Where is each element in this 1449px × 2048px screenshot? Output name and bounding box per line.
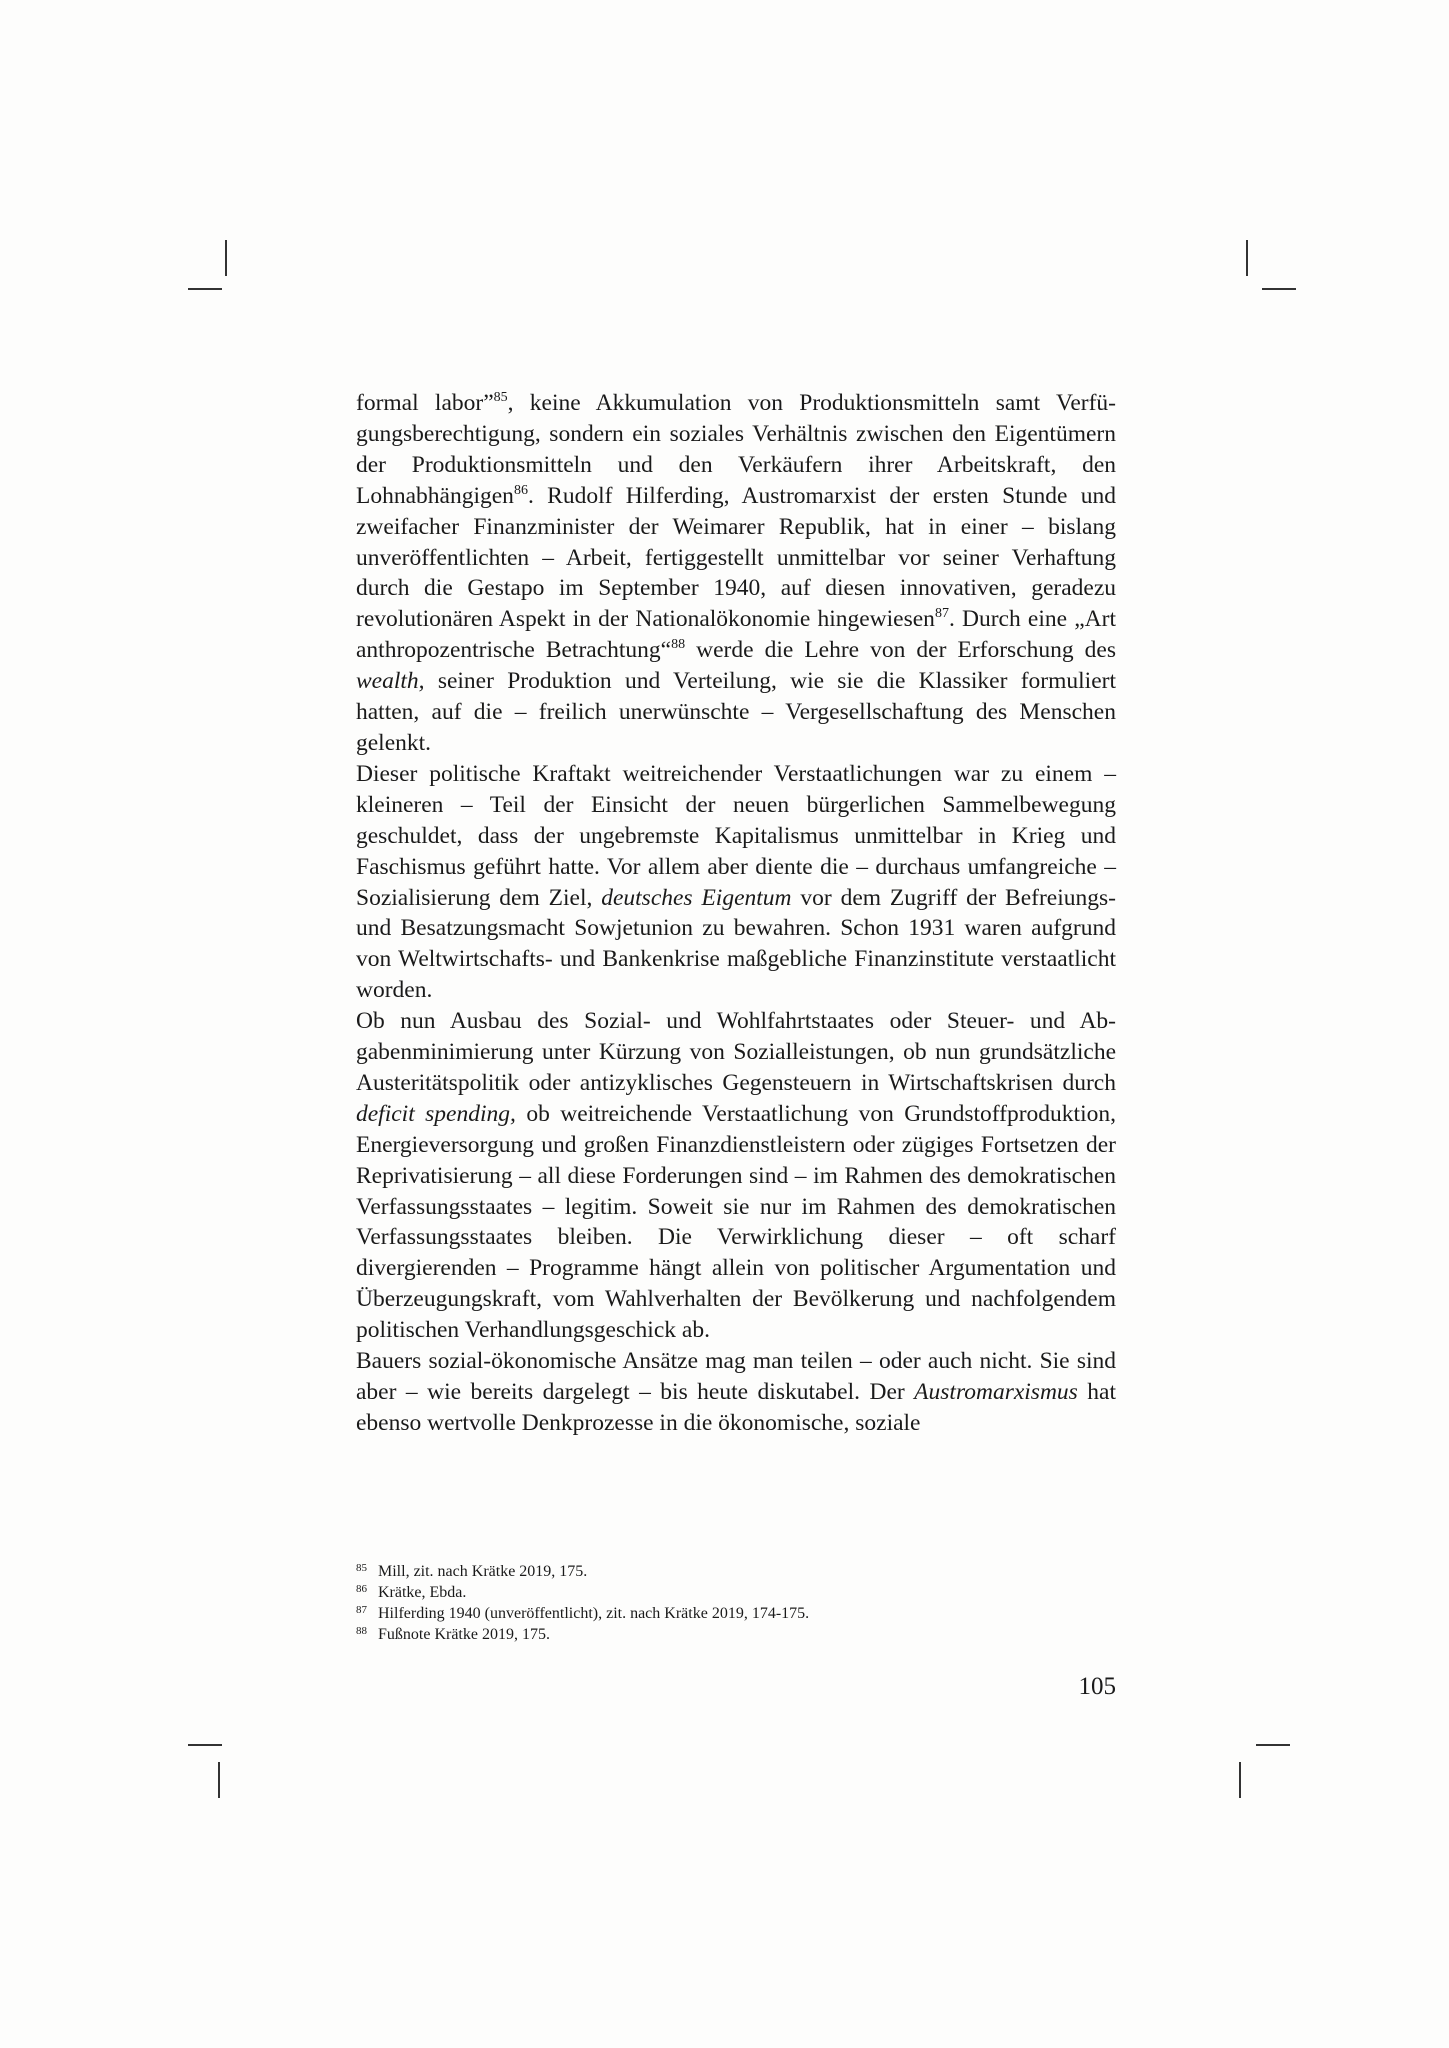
paragraph (356, 1006, 1116, 1346)
crop-mark-top-right-horizontal (1262, 288, 1296, 290)
text-run: werde die Lehre von der Erforschung des (685, 637, 1116, 664)
text-run: . Rudolf Hilferding, Austromarxist der ersten Stunde und zweifacher Finanzminister der Weimarer Republik, hat in einer – bislang unveröffentlichten – Arbeit, fertiggestellt unmittelbar vor seiner Verhaftung durch die Gestapo im September 1940, auf diesen innovativen, geradezu revolutionären Aspekt in der Nationalökonomie hingewiesen (356, 482, 1116, 633)
crop-mark-top-left-vertical (225, 240, 227, 276)
text-run: Bauers sozial-ökonomische Ansätze mag man teilen – oder auch nicht. Sie sind aber – wie bereits dargelegt – bis heute diskutabel. Der (356, 1348, 1116, 1405)
footnote-text: Krätke, Ebda. (378, 1584, 467, 1601)
crop-mark-bottom-right-horizontal (1256, 1744, 1290, 1746)
text-run: formal labor” (356, 390, 494, 416)
footnote-reference: 86 (513, 482, 528, 498)
footnote-reference: 87 (934, 606, 949, 622)
footnote-text: Fußnote Krätke 2019, 175. (378, 1626, 550, 1643)
footnote-reference: 88 (671, 637, 686, 653)
text-run: . Durch eine „Art anthropozentrische Betrachtung“ (356, 606, 1117, 664)
crop-mark-bottom-left-vertical (218, 1762, 220, 1798)
body-text (356, 388, 1116, 1439)
crop-mark-bottom-left-horizontal (188, 1744, 222, 1746)
paragraph (356, 1346, 1116, 1439)
footnote: 86 Krätke, Ebda. (356, 1583, 467, 1601)
paragraph (356, 388, 1116, 759)
footnote: 88 Fußnote Krätke 2019, 175. (356, 1625, 550, 1643)
footnote-text: Mill, zit. nach Krätke 2019, 175. (378, 1563, 588, 1580)
text-run: Dieser politische Kraftakt weitreichender Verstaatlichungen war zu einem – kleineren – Teil der Einsicht der neuen bürgerlichen Sammelbewegung geschuldet, dass der ungebremste Kapitalismus unmittelbar in Krieg und Faschismus geführt hatte. Vor allem aber diente die – durchaus umfangreiche – Sozialisierung dem Ziel, (356, 760, 1116, 911)
emphasized-text: deutsches Eigentum (601, 884, 792, 911)
emphasized-text: Austromarxismus (914, 1379, 1078, 1405)
footnote-text: Hilferding 1940 (unveröffentlicht), zit. nach Krätke 2019, 174-175. (378, 1605, 810, 1622)
text-run: Ob nun Ausbau des Sozial- und Wohlfahrtstaates oder Steuer- und Abgabenminimierung unter Kürzung von Sozialleistungen, ob nun grundsätzliche Austeritätspolitik oder antizyklisches Gegensteuern in Wirtschaftskrisen durch (356, 1008, 1116, 1096)
emphasized-text: deficit spending, (356, 1100, 516, 1127)
footnote: 87 Hilferding 1940 (unveröffentlicht), zit. nach Krätke 2019, 174-175. (356, 1604, 810, 1622)
crop-mark-bottom-right-vertical (1239, 1762, 1241, 1798)
text-run: vor dem Zugriff der Befreiungs- und Besatzungsmacht Sowjetunion zu bewahren. Schon 1931 waren aufgrund von Weltwirtschafts- und Bankenkrise maßgebliche Finanzinstitute verstaatlicht worden. (356, 884, 1116, 1004)
crop-mark-top-left-horizontal (188, 288, 222, 290)
footnote-reference: 85 (493, 390, 508, 405)
page-number: 105 (1078, 1673, 1116, 1700)
footnotes (356, 1561, 1116, 1645)
crop-mark-top-right-vertical (1246, 240, 1248, 276)
text-run: seiner Produktion und Verteilung, wie sie die Klassiker formuliert hatten, auf die – freilich unerwünschte – Vergesellschaftung des Menschen gelenkt. (356, 668, 1116, 756)
footnote: 85 Mill, zit. nach Krätke 2019, 175. (356, 1562, 588, 1580)
paragraph (356, 759, 1116, 1006)
text-run: hat ebenso wertvolle Denkprozesse in die ökonomische, soziale (356, 1379, 1116, 1436)
text-run: , keine Akkumulation von Produktionsmitteln samt Verfügungsberechtigung, sondern ein soziales Verhältnis zwischen den Eigentümern der Produktionsmitteln und den Verkäufern ihrer Arbeitskraft, den Lohnabhängigen (356, 390, 1116, 509)
emphasized-text: wealth, (356, 668, 425, 695)
text-run: ob weitreichende Verstaatlichung von Grundstoffproduktion, Energieversorgung und großen Finanzdienstleistern oder zügiges Fortsetzen der Reprivatisierung – all diese Forderungen sind – im Rahmen des demokratischen Verfassungsstaates – legitim. Soweit sie nur im Rahmen des demokratischen Verfassungsstaates bleiben. Die Verwirklichung dieser – oft scharf divergierenden – Programme hängt allein von politischer Argumentation und Überzeugungskraft, vom Wahlverhalten der Bevölkerung und nachfolgendem politischen Verhandlungsgeschick ab. (356, 1100, 1116, 1344)
